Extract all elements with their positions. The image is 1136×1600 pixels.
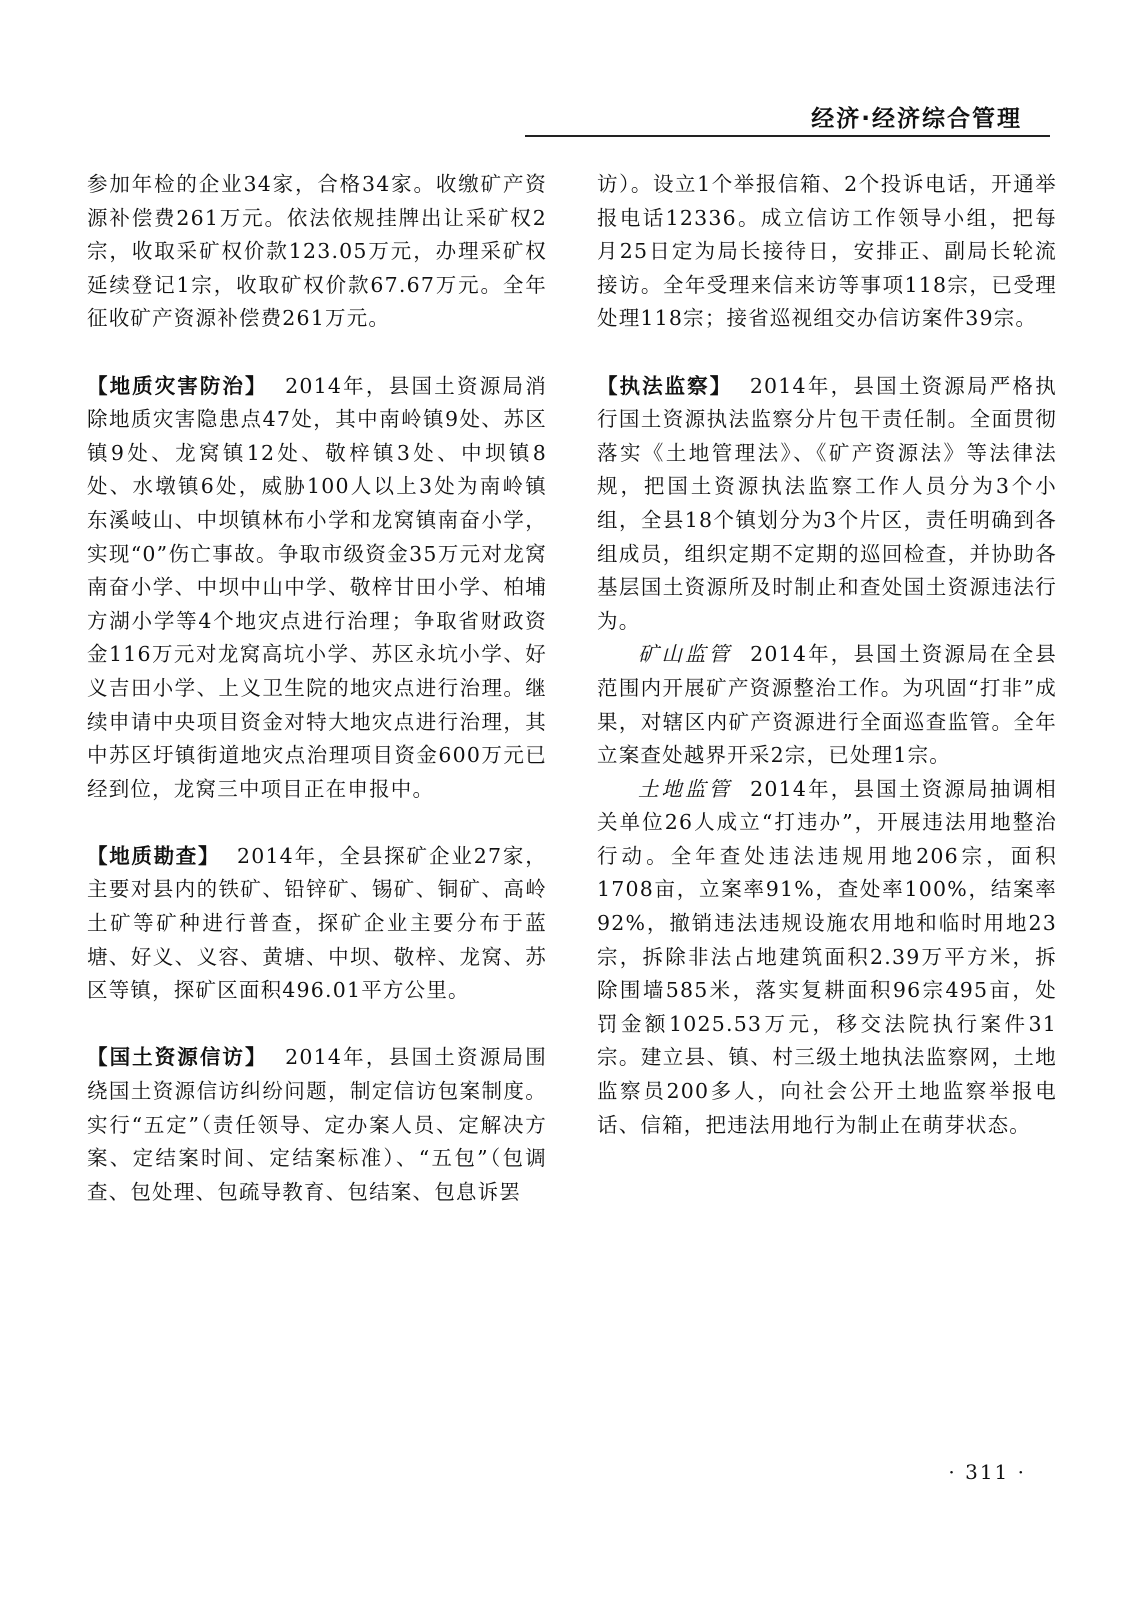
paragraph-continued: 参加年检的企业34家，合格34家。收缴矿产资源补偿费261万元。依法依规挂牌出让采矿权2宗，收取采矿权价款123.05万元，办理采矿权延续登记1宗，收取矿权价款67.67万元。全年征收矿产资源补偿费261万元。	[87, 172, 547, 331]
subsection-mine-supervision	[597, 638, 1057, 772]
subsection-heading: 矿山监管	[638, 642, 733, 667]
section-body: 2014年，县国土资源局消除地质灾害隐患点47处，其中南岭镇9处、苏区镇9处、龙窝镇12处、敬梓镇3处、中坝镇8处、水墩镇6处，威胁100人以上3处为南岭镇东溪岐山、中坝镇林布小学和龙窝镇南奋小学，实现“0”伤亡事故。争取市级资金35万元对龙窝南奋小学、中坝中山中学、敬梓甘田小学、柏埔方湖小学等4个地灾点进行治理；争取省财政资金116万元对龙窝高坑小学、苏区永坑小学、好义吉田小学、上义卫生院的地灾点进行治理。继续申请中央项目资金对特大地灾点进行治理，其中苏区圩镇街道地灾点治理项目资金600万元已经到位，龙窝三中项目正在申报中。	[87, 373, 548, 801]
section-body: 2014年，全县探矿企业27家，主要对县内的铁矿、铅锌矿、锡矿、铜矿、高岭土矿等矿种进行普查，探矿企业主要分布于蓝塘、好义、义容、黄塘、中坝、敬梓、龙窝、苏区等镇，探矿区面积496.01平方公里。	[87, 843, 547, 1003]
section-heading: 【执法监察】	[597, 373, 733, 398]
subsection-heading: 土地监管	[638, 776, 733, 801]
subsection-body: 2014年，县国土资源局抽调相关单位26人成立“打违办”，开展违法用地整治行动。全年查处违法违规用地206宗，面积1708亩，立案率91%，查处率100%，结案率92%，撤销违法违规设施农用地和临时用地23宗，拆除非法占地建筑面积2.39万平方米，拆除围墙585米，落实复耕面积96宗495亩，处罚金额1025.53万元，移交法院执行案件31宗。建立县、镇、村三级土地执法监察网，土地监察员200多人，向社会公开土地监察举报电话、信箱，把违法用地行为制止在萌芽状态。	[597, 776, 1058, 1137]
section-title: 经济·经济综合管理	[811, 106, 1022, 132]
section-heading: 【地质勘查】	[87, 843, 221, 868]
right-column	[597, 168, 1057, 1142]
subsection-land-supervision	[597, 773, 1057, 1143]
section-body: 2014年，县国土资源局围绕国土资源信访纠纷问题，制定信访包案制度。实行“五定”（责任领导、定办案人员、定解决方案、定结案时间、定结案标准）、“五包”（包调查、包处理、包疏导教育、包结案、包息诉罢	[87, 1045, 548, 1204]
section-heading: 【国土资源信访】	[87, 1045, 268, 1070]
section-geological-disaster-prevention	[87, 370, 547, 807]
paragraph-continued: 访）。设立1个举报信箱、2个投诉电话，开通举报电话12336。成立信访工作领导小组，把每月25日定为局长接待日，安排正、副局长轮流接访。全年受理来信来访等事项118宗，已受理处理118宗；接省巡视组交办信访案件39宗。	[597, 172, 1057, 331]
section-land-resources-petitions	[87, 1041, 547, 1209]
subsection-body: 2014年，县国土资源局在全县范围内开展矿产资源整治工作。为巩固“打非”成果，对辖区内矿产资源进行全面巡查监管。全年立案查处越界开采2宗，已处理1宗。	[597, 642, 1058, 768]
section-law-enforcement-supervision	[597, 370, 1057, 639]
left-column	[87, 168, 547, 1209]
page-number: · 311 ·	[948, 1460, 1026, 1484]
section-geological-survey	[87, 840, 547, 1008]
header-rule	[525, 135, 1050, 137]
running-header	[520, 94, 1050, 144]
section-heading: 【地质灾害防治】	[87, 373, 268, 398]
section-body: 2014年，县国土资源局严格执行国土资源执法监察分片包干责任制。全面贯彻落实《土地管理法》、《矿产资源法》等法律法规，把国土资源执法监察工作人员分为3个小组，全县18个镇划分为3个片区，责任明确到各组成员，组织定期不定期的巡回检查，并协助各基层国土资源所及时制止和查处国土资源违法行为。	[597, 373, 1057, 633]
